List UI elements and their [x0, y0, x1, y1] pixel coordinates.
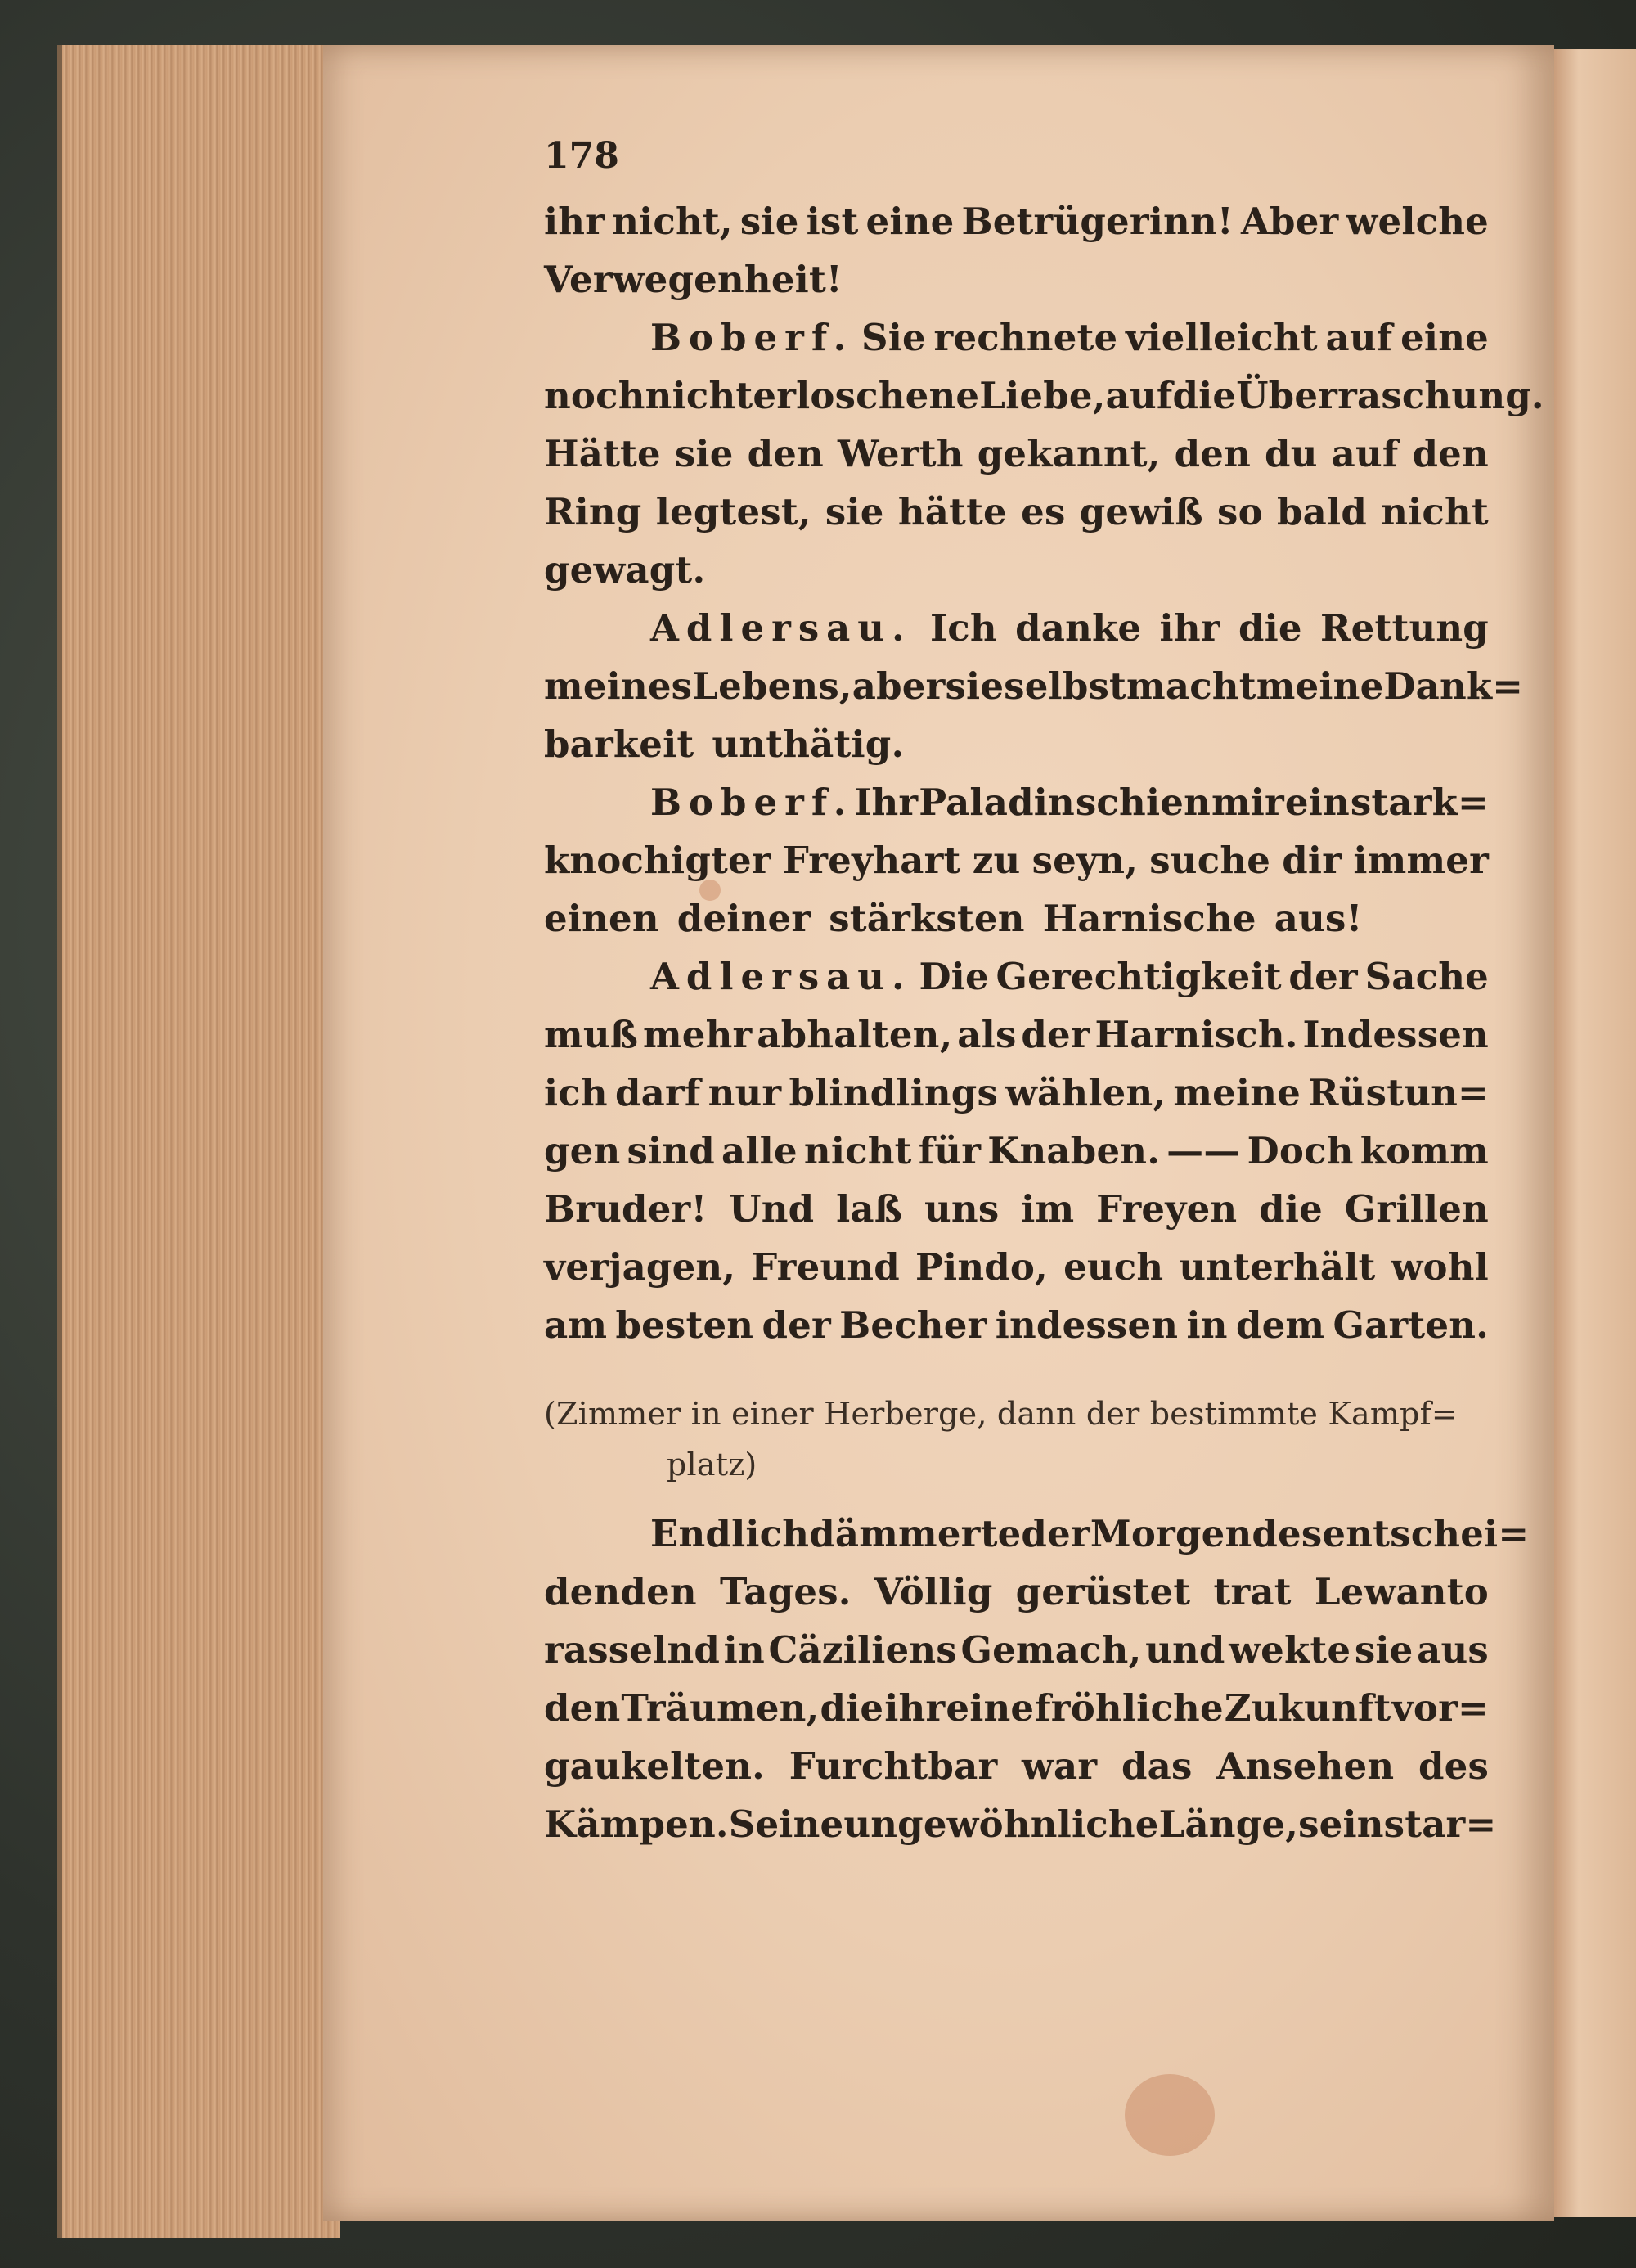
text-line: [544, 250, 1489, 308]
word: des: [1252, 1512, 1323, 1555]
word: Völlig: [874, 1570, 993, 1613]
word: Werth: [837, 432, 964, 475]
word: den: [1174, 432, 1252, 475]
word: eine: [946, 1686, 1035, 1730]
word: danke: [1015, 606, 1142, 650]
word: nur: [708, 1071, 782, 1114]
word: aus: [1417, 1628, 1489, 1672]
word: Harnisch.: [1094, 1013, 1298, 1056]
word: das: [1121, 1744, 1193, 1788]
word: Aber: [1240, 200, 1339, 243]
word: der: [1288, 955, 1358, 998]
text-line: [544, 1122, 1489, 1180]
word: noch: [544, 374, 645, 417]
page-edges: [57, 45, 340, 2238]
word: meine: [1256, 664, 1384, 708]
word: stärksten: [829, 897, 1025, 940]
word: Kämpen.: [544, 1802, 729, 1846]
word: welche: [1346, 200, 1489, 243]
text-line: [544, 425, 1489, 483]
word: unthätig.: [712, 722, 905, 766]
text-line: [544, 1563, 1489, 1621]
word: Und: [729, 1187, 815, 1231]
word: Harnische: [1042, 897, 1256, 940]
word: vor=: [1391, 1686, 1489, 1730]
word: eine: [1400, 316, 1489, 359]
word: Doch: [1247, 1129, 1354, 1172]
word: die: [1259, 1187, 1323, 1231]
text-line: [544, 1737, 1489, 1795]
text-line: [544, 1505, 1530, 1563]
word: ihr: [1159, 606, 1220, 650]
text-line: [544, 1238, 1489, 1296]
text-line: [544, 1795, 1497, 1853]
word: Freund: [751, 1245, 900, 1289]
word: Garten.: [1333, 1303, 1489, 1347]
word: zu: [972, 839, 1021, 882]
text-line: [544, 889, 1489, 947]
word: Tages.: [719, 1570, 852, 1613]
word: Freyhart: [782, 839, 961, 882]
stage-direction-line: (Zimmer in einer Herberge, dann der bestimmte Kampf=: [544, 1396, 1458, 1432]
word: schien: [1075, 781, 1211, 824]
text-line: [544, 599, 1489, 657]
word: dämmerte: [809, 1512, 1022, 1555]
word: knochigter: [544, 839, 771, 882]
foxing-stain: [1125, 2074, 1215, 2156]
word: abhalten,: [757, 1013, 953, 1056]
word: als: [957, 1013, 1017, 1056]
word: Sie: [861, 316, 926, 359]
text-line: [544, 831, 1489, 889]
word: du: [1265, 432, 1318, 475]
speaker-name: Adlersau.: [650, 955, 912, 998]
section-gap: [544, 1354, 1489, 1388]
stage-direction: [544, 1388, 1489, 1490]
word: trat: [1213, 1570, 1292, 1613]
word: darf: [614, 1071, 701, 1114]
word: gerüstet: [1015, 1570, 1191, 1613]
word: für: [918, 1129, 982, 1172]
word: aber: [852, 664, 946, 708]
word: den: [1412, 432, 1489, 475]
word: dir: [1282, 839, 1342, 882]
word: barkeit: [544, 722, 694, 766]
word: Cäziliens: [768, 1628, 957, 1672]
word: meines: [544, 664, 693, 708]
word: Hätte: [544, 432, 661, 475]
word: und: [1145, 1628, 1225, 1672]
text-line: [544, 947, 1489, 1006]
text-line: [544, 192, 1489, 250]
word: Überraschung.: [1236, 374, 1544, 417]
page-text: [544, 135, 1544, 1853]
word: gewiß: [1079, 490, 1203, 533]
word: des: [1418, 1744, 1489, 1788]
dialogue-lines: [544, 192, 1544, 1354]
word: einen: [544, 897, 659, 940]
word: wekte: [1229, 1628, 1351, 1672]
word: der: [762, 1303, 831, 1347]
word: gen: [544, 1129, 621, 1172]
word: Betrügerinn!: [961, 200, 1234, 243]
word: Länge,: [1158, 1802, 1299, 1846]
word: den: [747, 432, 824, 475]
narrative-lines: [544, 1505, 1530, 1853]
word: sie: [945, 664, 1005, 708]
word: sie: [1354, 1628, 1414, 1672]
word: nicht: [1381, 490, 1489, 533]
word: auf: [1105, 374, 1173, 417]
word: auf: [1325, 316, 1393, 359]
word: muß: [544, 1013, 639, 1056]
word: Ansehen: [1216, 1744, 1395, 1788]
stage-direction-line: platz): [667, 1447, 757, 1483]
word: Morgen: [1090, 1512, 1252, 1555]
word: blindlings: [789, 1071, 998, 1114]
word: indessen: [995, 1303, 1179, 1347]
word: im: [1021, 1187, 1075, 1231]
word: Freyen: [1096, 1187, 1238, 1231]
word: immer: [1353, 839, 1489, 882]
word: Becher: [839, 1303, 987, 1347]
word: Gerechtigkeit: [996, 955, 1282, 998]
word: komm: [1360, 1129, 1489, 1172]
text-line: [544, 715, 1489, 773]
word: unterhält: [1179, 1245, 1376, 1289]
word: gaukelten.: [544, 1744, 766, 1788]
word: nicht,: [612, 200, 733, 243]
text-line: [544, 1006, 1489, 1064]
text-line: [544, 541, 1489, 599]
word: Seine: [728, 1802, 844, 1846]
word: Pindo,: [915, 1245, 1048, 1289]
word: war: [1022, 1744, 1098, 1788]
word: meine: [1173, 1071, 1301, 1114]
page-number: 178: [544, 135, 619, 177]
word: Die: [919, 955, 989, 998]
word: Indessen: [1302, 1013, 1489, 1056]
word: am: [544, 1303, 608, 1347]
speaker-name: Adlersau.: [650, 606, 912, 650]
word: nicht: [803, 1129, 912, 1172]
word: uns: [924, 1187, 1000, 1231]
word: deiner: [676, 897, 811, 940]
word: wählen,: [1005, 1071, 1166, 1114]
word: Paladin: [919, 781, 1075, 824]
word: sein: [1298, 1802, 1384, 1846]
word: eine: [865, 200, 955, 243]
word: ich: [544, 1071, 608, 1114]
word: nicht: [645, 374, 753, 417]
word: sie: [674, 432, 734, 475]
word: laß: [836, 1187, 903, 1231]
text-line: [544, 1621, 1489, 1679]
word: Sache: [1364, 955, 1489, 998]
word: aus!: [1274, 897, 1363, 940]
word: Ring: [544, 490, 642, 533]
section-gap: [544, 1490, 1489, 1505]
text-line: [544, 483, 1489, 541]
word: Träumen,: [621, 1686, 820, 1730]
word: mehr: [642, 1013, 753, 1056]
word: in: [723, 1628, 765, 1672]
word: Dank=: [1383, 664, 1524, 708]
word: rasselnd: [544, 1628, 721, 1672]
word: ungewöhnliche: [843, 1802, 1159, 1846]
word: euch: [1063, 1245, 1164, 1289]
text-line: [544, 1180, 1489, 1238]
word: Lebens,: [692, 664, 852, 708]
word: Ihr: [854, 781, 919, 824]
word: denden: [544, 1570, 697, 1613]
word: legtest,: [655, 490, 811, 533]
text-line: [544, 367, 1544, 425]
word: sind: [627, 1129, 715, 1172]
word: der: [1021, 1013, 1090, 1056]
word: so: [1217, 490, 1263, 533]
word: erloschene: [753, 374, 980, 417]
word: Liebe,: [979, 374, 1106, 417]
text-line: [544, 308, 1489, 367]
word: sie: [825, 490, 884, 533]
word: stark=: [1350, 781, 1489, 824]
word: die: [1172, 374, 1237, 417]
speaker-name: Boberf.: [650, 781, 854, 824]
word: besten: [615, 1303, 754, 1347]
word: es: [1021, 490, 1066, 533]
word: ist: [806, 200, 859, 243]
word: auf: [1331, 432, 1399, 475]
word: verjagen,: [544, 1245, 736, 1289]
word: sie: [739, 200, 799, 243]
word: alle: [721, 1129, 798, 1172]
word: ihr: [884, 1686, 946, 1730]
word: Grillen: [1344, 1187, 1489, 1231]
word: suche: [1149, 839, 1271, 882]
text-line: [544, 657, 1524, 715]
text-line: [544, 773, 1489, 831]
word: ——: [1166, 1129, 1241, 1172]
word: Furchtbar: [789, 1744, 998, 1788]
next-page-edge: [1554, 49, 1636, 2217]
word: hätte: [897, 490, 1007, 533]
word: in: [1186, 1303, 1228, 1347]
word: Verwegenheit!: [544, 258, 843, 301]
word: gewagt.: [544, 548, 706, 592]
word: Rüstun=: [1308, 1071, 1489, 1114]
word: ihr: [544, 200, 605, 243]
word: wohl: [1391, 1245, 1489, 1289]
word: Endlich: [650, 1512, 810, 1555]
word: dem: [1235, 1303, 1325, 1347]
word: den: [544, 1686, 621, 1730]
word: Rettung: [1320, 606, 1489, 650]
word: ein: [1284, 781, 1350, 824]
text-line: [544, 1064, 1489, 1122]
speaker-name: Boberf.: [650, 316, 854, 359]
word: rechnete: [933, 316, 1118, 359]
word: selbst: [1004, 664, 1127, 708]
word: der: [1021, 1512, 1090, 1555]
word: Lewanto: [1314, 1570, 1489, 1613]
word: seyn,: [1031, 839, 1139, 882]
word: vielleicht: [1126, 316, 1318, 359]
text-line: [544, 1296, 1489, 1354]
word: die: [820, 1686, 884, 1730]
word: fröhliche: [1035, 1686, 1224, 1730]
word: die: [1238, 606, 1302, 650]
word: macht: [1126, 664, 1256, 708]
word: Zukunft: [1224, 1686, 1391, 1730]
word: Gemach,: [960, 1628, 1142, 1672]
word: entschei=: [1322, 1512, 1530, 1555]
word: star=: [1383, 1802, 1497, 1846]
word: bald: [1277, 490, 1367, 533]
word: gekannt,: [977, 432, 1161, 475]
word: Bruder!: [544, 1187, 708, 1231]
text-line: [544, 1679, 1489, 1737]
word: Knaben.: [987, 1129, 1161, 1172]
word: mir: [1211, 781, 1284, 824]
word: Ich: [930, 606, 997, 650]
